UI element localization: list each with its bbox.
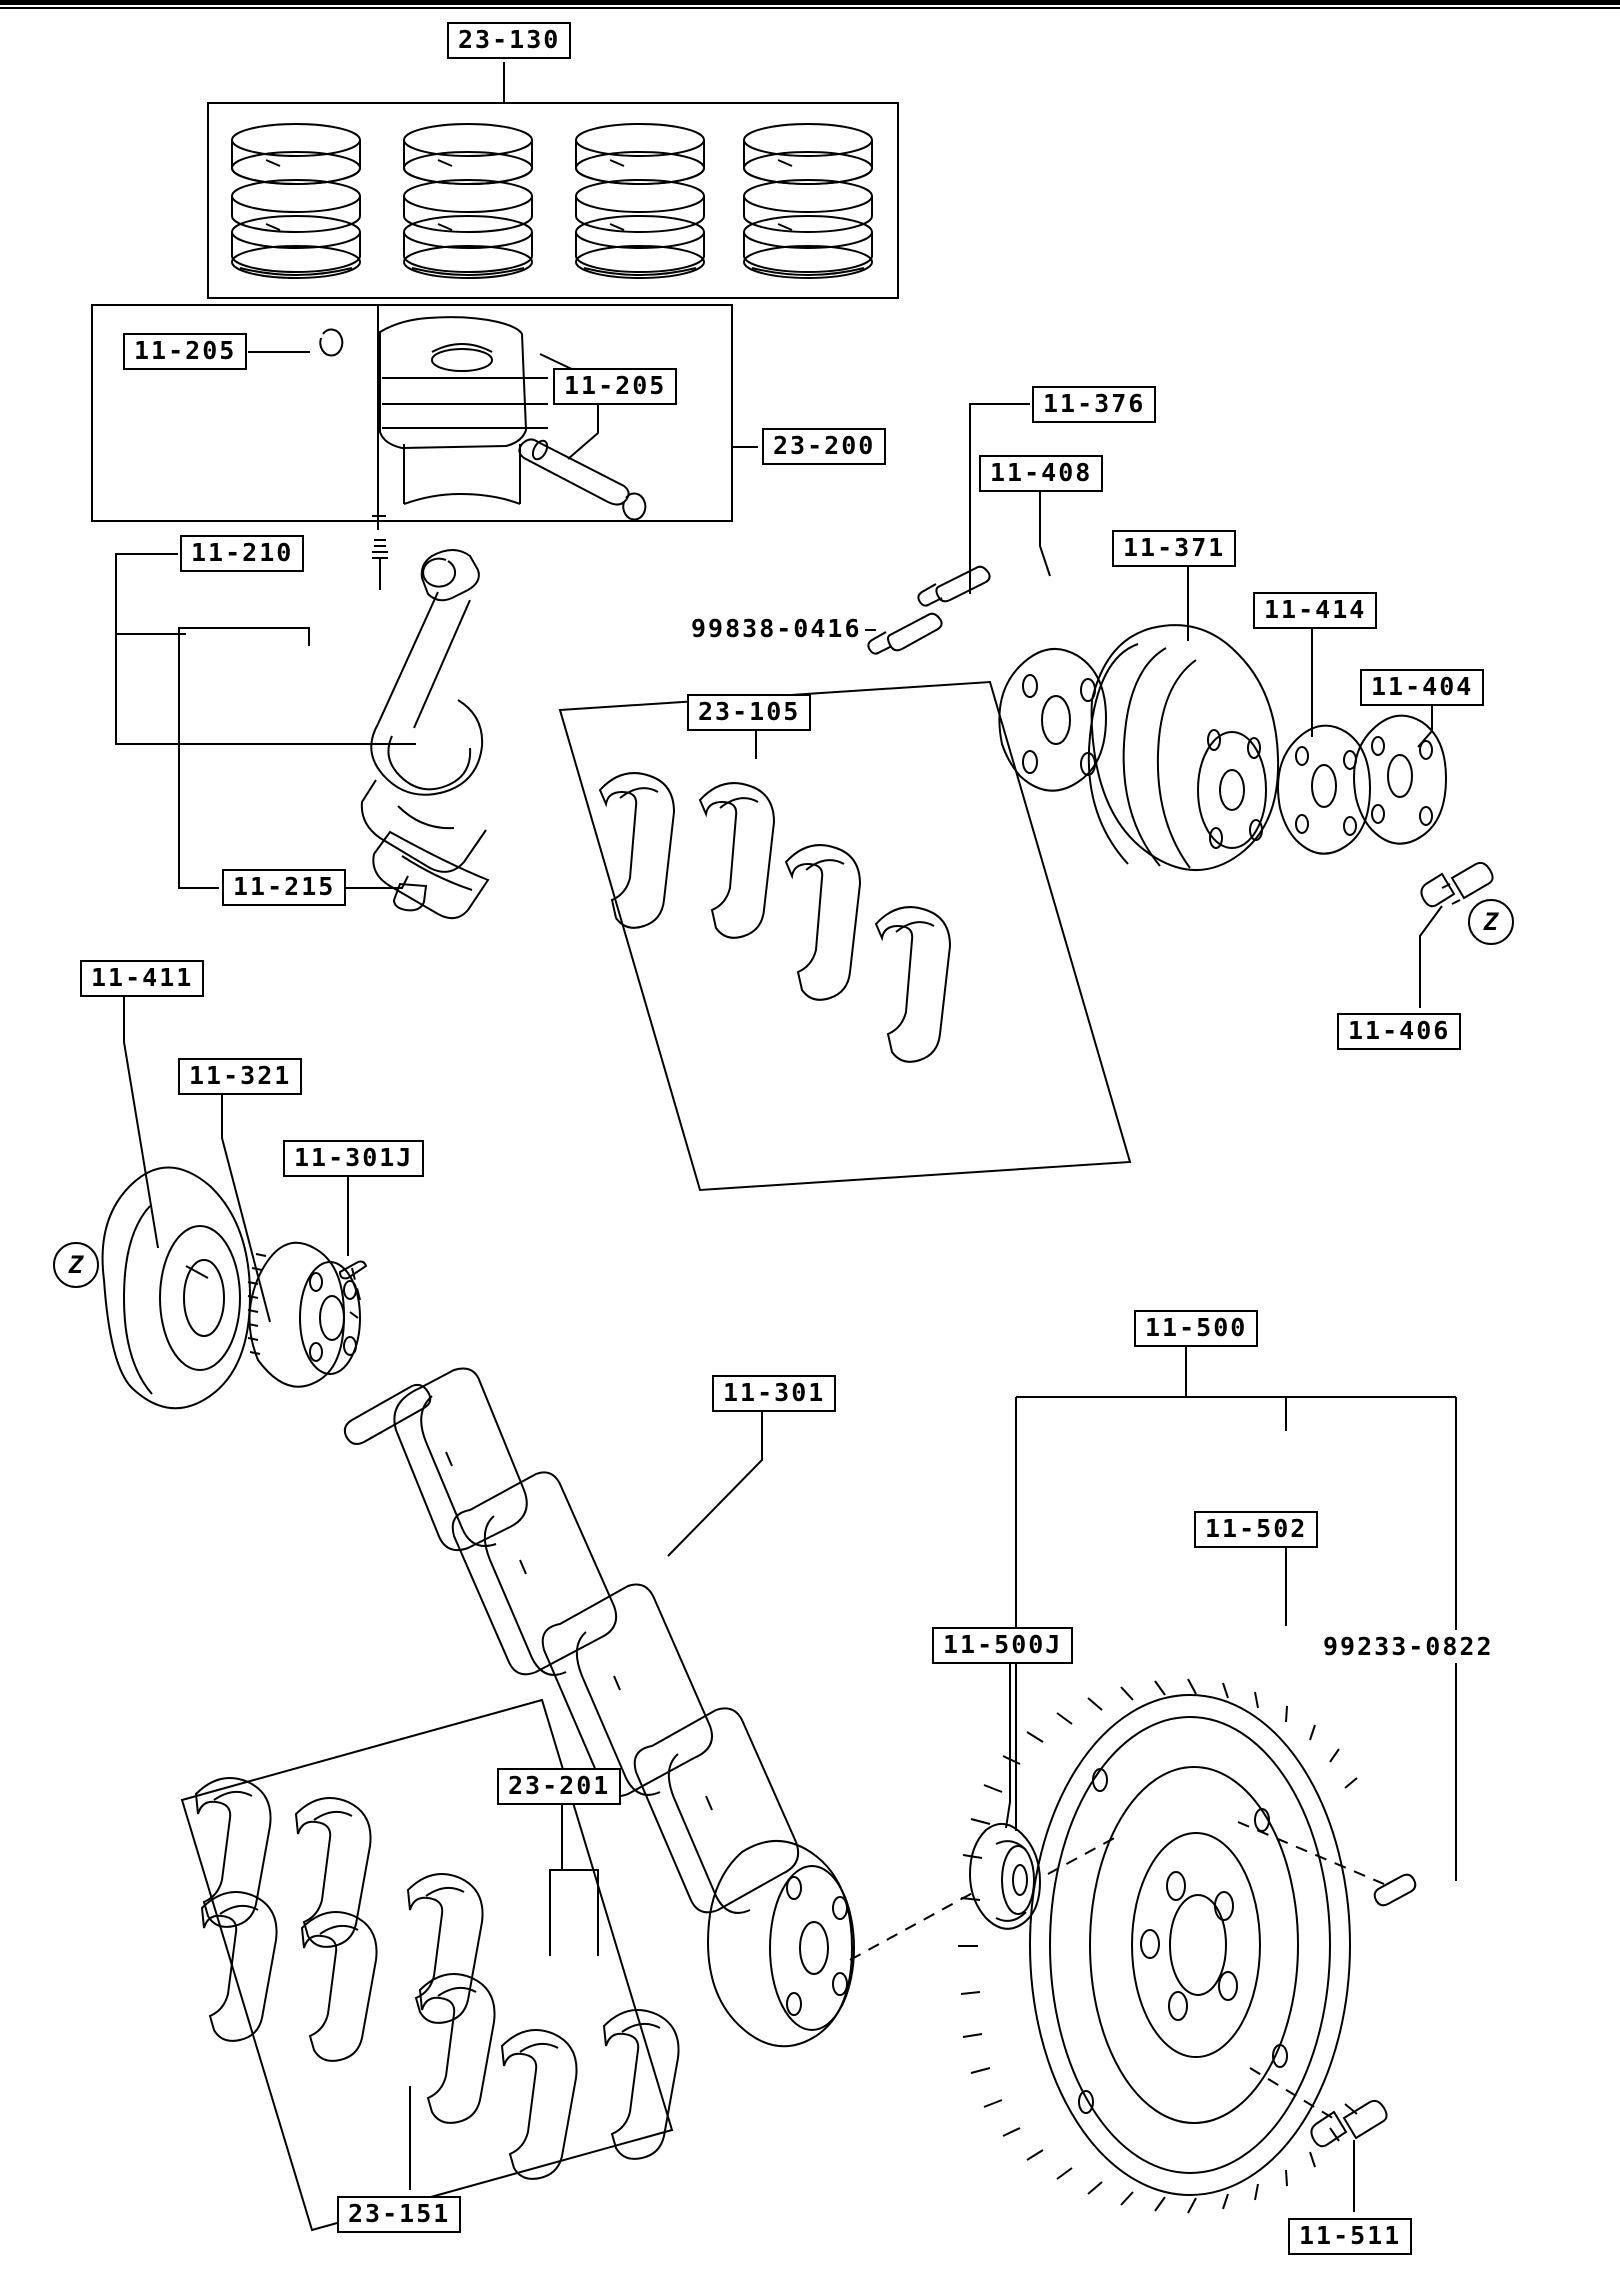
callout-23-200[interactable]: 23-200	[762, 428, 886, 465]
callout-11-411[interactable]: 11-411	[80, 960, 204, 997]
callout-11-404[interactable]: 11-404	[1360, 669, 1484, 706]
callout-99233-0822[interactable]: 99233-0822	[1320, 1630, 1497, 1663]
reference-marker-z-right[interactable]: Z	[1468, 899, 1514, 945]
callout-11-301[interactable]: 11-301	[712, 1375, 836, 1412]
callout-11-215[interactable]: 11-215	[222, 869, 346, 906]
callout-11-500J[interactable]: 11-500J	[932, 1627, 1073, 1664]
callout-11-210[interactable]: 11-210	[180, 535, 304, 572]
callout-23-151[interactable]: 23-151	[337, 2196, 461, 2233]
callout-11-500[interactable]: 11-500	[1134, 1310, 1258, 1347]
callout-11-414[interactable]: 11-414	[1253, 592, 1377, 629]
reference-marker-z-left[interactable]: Z	[53, 1242, 99, 1288]
callout-11-408[interactable]: 11-408	[979, 455, 1103, 492]
callout-11-321[interactable]: 11-321	[178, 1058, 302, 1095]
callout-11-376[interactable]: 11-376	[1032, 386, 1156, 423]
callout-23-105[interactable]: 23-105	[687, 694, 811, 731]
callout-11-511[interactable]: 11-511	[1288, 2218, 1412, 2255]
callout-23-130[interactable]: 23-130	[447, 22, 571, 59]
callout-11-205-pin[interactable]: 11-205	[553, 368, 677, 405]
callout-23-201[interactable]: 23-201	[497, 1768, 621, 1805]
callout-11-406[interactable]: 11-406	[1337, 1013, 1461, 1050]
callout-11-205-top[interactable]: 11-205	[123, 333, 247, 370]
callout-99838-0416[interactable]: 99838-0416	[688, 612, 865, 645]
callout-11-301J[interactable]: 11-301J	[283, 1140, 424, 1177]
callout-11-371[interactable]: 11-371	[1112, 530, 1236, 567]
callout-11-502[interactable]: 11-502	[1194, 1511, 1318, 1548]
